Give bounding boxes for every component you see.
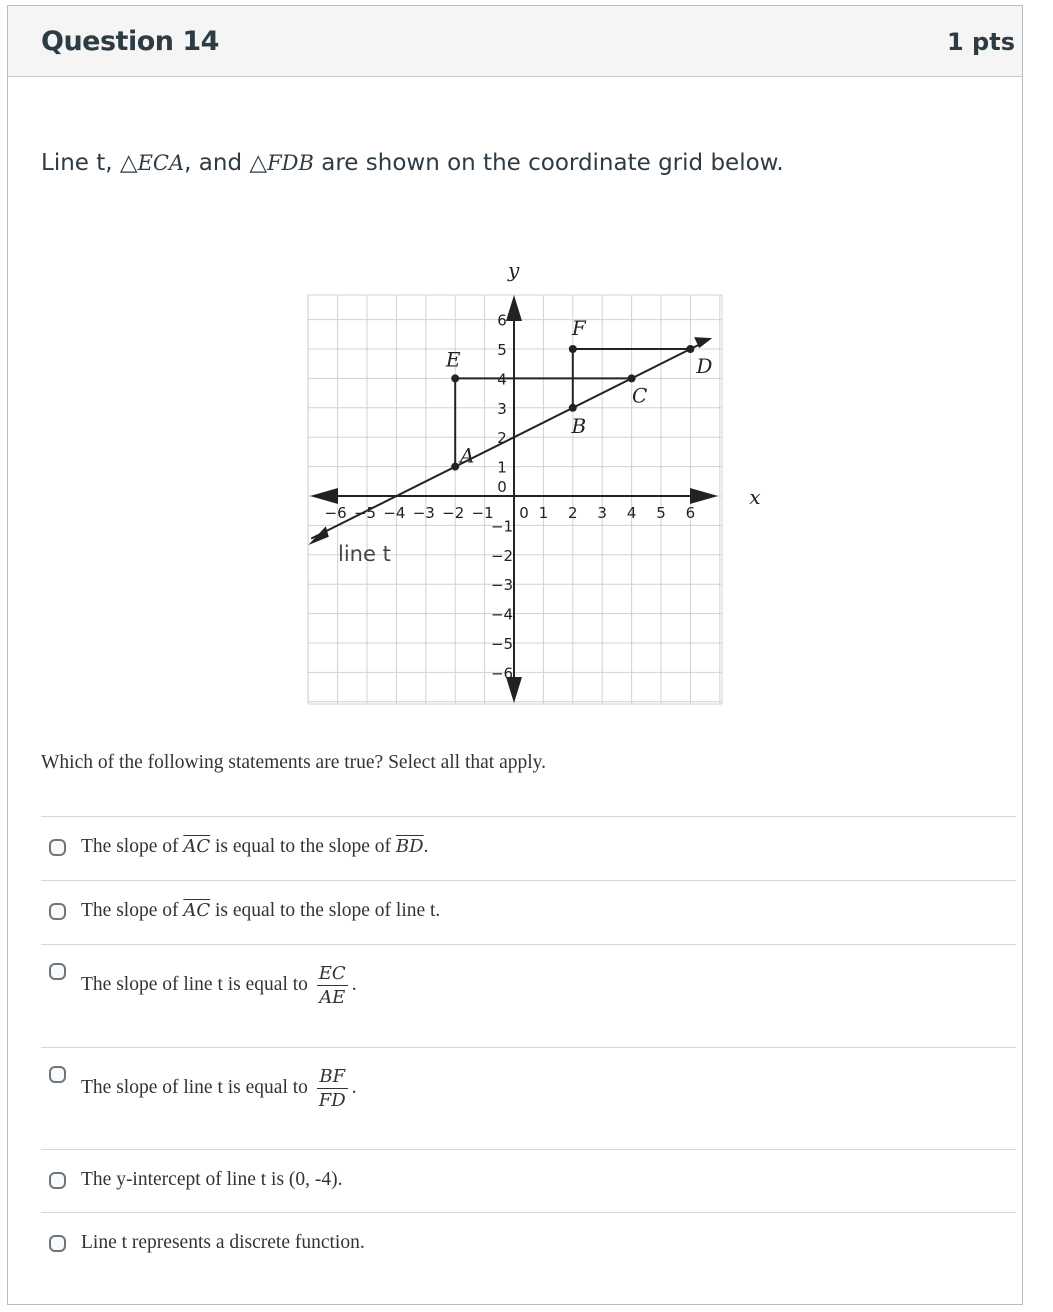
- triangle-symbol-2: △: [249, 150, 268, 176]
- point-f: [569, 345, 577, 353]
- y-tick-label: 4: [497, 370, 507, 389]
- x-tick-label: −1: [471, 504, 494, 522]
- intro-prefix: Line t,: [41, 150, 120, 176]
- x-tick-label: 4: [626, 504, 637, 522]
- answer-text-part: .: [423, 836, 429, 857]
- y-tick-label: −1: [490, 517, 514, 536]
- answer-text-6: Line t represents a discrete function.: [81, 1232, 365, 1253]
- answer-option-4[interactable]: [41, 1048, 1016, 1149]
- point-label-d: D: [696, 354, 713, 378]
- point-label-e: E: [445, 347, 461, 372]
- answer-radio-2[interactable]: [49, 903, 66, 920]
- fraction-denominator: AE: [319, 987, 346, 1008]
- x-tick-label: 0: [519, 504, 529, 522]
- point-d: [686, 345, 694, 353]
- answer-option-6[interactable]: [41, 1213, 1016, 1275]
- answer-radio-3[interactable]: [49, 963, 66, 980]
- point-label-f: F: [571, 316, 586, 340]
- x-tick-label: 3: [597, 504, 607, 522]
- segment-label-bd: $\overline{BD}$: [395, 836, 424, 857]
- y-tick-label: 3: [497, 399, 507, 418]
- question-title: Question 14: [41, 26, 219, 57]
- answer-radio-5[interactable]: [49, 1172, 66, 1189]
- point-label-b: B: [571, 413, 587, 438]
- y-axis-arrow-up: [506, 295, 522, 321]
- question-header: [8, 6, 1022, 77]
- x-tick-label: 1: [538, 504, 549, 522]
- segment-label-ac: $\overline{AC}$: [183, 900, 211, 921]
- point-e: [451, 374, 459, 382]
- y-tick-label: −3: [490, 576, 514, 595]
- point-label-a: A: [459, 443, 475, 468]
- question-points: 1 pts: [947, 28, 1015, 56]
- intro-mid: , and: [184, 150, 250, 176]
- answer-text-part: .: [351, 1076, 357, 1098]
- x-tick-label: 5: [656, 504, 666, 522]
- y-tick-label: −5: [490, 635, 514, 653]
- answer-radio-4[interactable]: [49, 1066, 66, 1083]
- y-tick-label: 5: [497, 341, 507, 359]
- answer-radio-6[interactable]: [49, 1235, 66, 1252]
- triangle-symbol-1: △: [119, 150, 138, 176]
- answer-text-part: The slope of line t is equal to: [81, 973, 313, 995]
- segment-label-ac: $\overline{AC}$: [183, 836, 211, 857]
- y-tick-label: −2: [490, 546, 514, 565]
- x-tick-label: −5: [353, 504, 377, 522]
- x-axis-label: x: [749, 485, 761, 509]
- answer-option-5[interactable]: [41, 1150, 1016, 1212]
- question-intro: [41, 150, 784, 176]
- answer-option-1[interactable]: [41, 817, 1016, 880]
- answer-text-part: The slope of: [81, 900, 184, 921]
- x-tick-label: −3: [412, 504, 435, 522]
- answer-text-3: [81, 963, 357, 1008]
- triangle-name-1: ECA: [137, 151, 185, 175]
- x-tick-label: 6: [685, 504, 696, 522]
- answer-text-2: [81, 900, 440, 922]
- answer-option-2[interactable]: [41, 881, 1016, 944]
- question-prompt: Which of the following statements are true? Select all that apply.: [41, 752, 547, 773]
- fraction-bf-over-fd: [317, 1066, 348, 1111]
- point-b: [569, 404, 577, 412]
- answer-text-part: is equal to the slope of: [210, 836, 396, 857]
- line-t-arrow-left: [308, 526, 329, 545]
- question-card: [7, 5, 1023, 1305]
- point-label-c: C: [631, 383, 648, 408]
- x-tick-label: −2: [442, 504, 465, 522]
- answer-text-part: is equal to the slope of line t.: [210, 900, 441, 921]
- answer-text-1: [81, 836, 428, 858]
- point-a: [451, 463, 459, 471]
- line-t-label: line t: [338, 542, 391, 566]
- answer-text-part: .: [351, 973, 357, 995]
- x-axis-arrow-left: [310, 488, 338, 504]
- x-axis-arrow-right: [690, 488, 718, 504]
- triangle-name-2: FDB: [267, 151, 314, 175]
- y-tick-label: 1: [497, 458, 507, 477]
- point-c: [628, 374, 636, 382]
- y-tick-label: 6: [497, 311, 507, 330]
- x-tick-label: −6: [324, 504, 347, 522]
- fraction-numerator: BF: [317, 1066, 348, 1089]
- answer-text-5: The y-intercept of line t is (0, -4).: [81, 1169, 343, 1190]
- answer-option-3[interactable]: [41, 945, 1016, 1046]
- fraction-numerator: EC: [318, 963, 346, 984]
- y-tick-label: 0: [497, 478, 507, 496]
- fraction-denominator: FD: [318, 1090, 346, 1111]
- answer-radio-1[interactable]: [49, 839, 66, 856]
- fraction-ec-over-ae: [317, 963, 348, 1008]
- intro-suffix: are shown on the coordinate grid below.: [313, 150, 784, 176]
- y-axis-label: y: [508, 258, 520, 282]
- answer-text-part: The slope of: [81, 836, 184, 857]
- answer-text-4: [81, 1066, 357, 1111]
- y-tick-label: −4: [490, 605, 514, 624]
- answer-text-part: The slope of line t is equal to: [81, 1076, 313, 1098]
- y-tick-label: −6: [490, 664, 514, 683]
- x-tick-label: 2: [568, 504, 578, 522]
- x-tick-label: −4: [383, 504, 406, 522]
- y-tick-label: 2: [497, 429, 507, 448]
- coordinate-grid-graph: [298, 251, 761, 711]
